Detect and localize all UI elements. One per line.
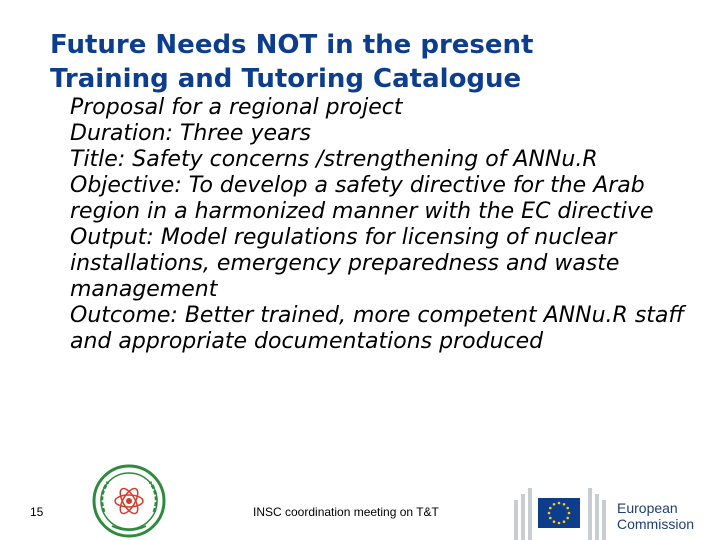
slide-title-line-1: Future Needs NOT in the present [50,30,534,60]
slide-body [70,95,690,355]
european-commission-logo-icon [617,500,717,532]
title-text: Title: Safety concerns /strengthening of ANNu.R [70,147,598,172]
duration-text: Duration: Three years [70,121,311,146]
slide-title [50,28,690,96]
output-text: Output: Model regulations for licensing of nuclear installations, emergency preparedness and waste management [70,225,620,302]
annur-emblem-icon [84,462,174,540]
ec-wordmark-line-1: European [617,500,678,516]
page-number: 15 [30,505,44,519]
eu-flag-icon [538,498,580,528]
outcome-text: Outcome: Better trained, more competent ANNu.R staff and appropriate documentations produced [70,303,685,354]
proposal-text: Proposal for a regional project [70,95,403,120]
slide-title-line-2: Training and Tutoring Catalogue [50,64,522,94]
meeting-footer-text: INSC coordination meeting on T&T [253,505,439,519]
ec-wordmark-line-2: Commission [617,516,695,532]
objective-text: Objective: To develop a safety directive for the Arab region in a harmonized manner with the EC directive [70,173,654,224]
